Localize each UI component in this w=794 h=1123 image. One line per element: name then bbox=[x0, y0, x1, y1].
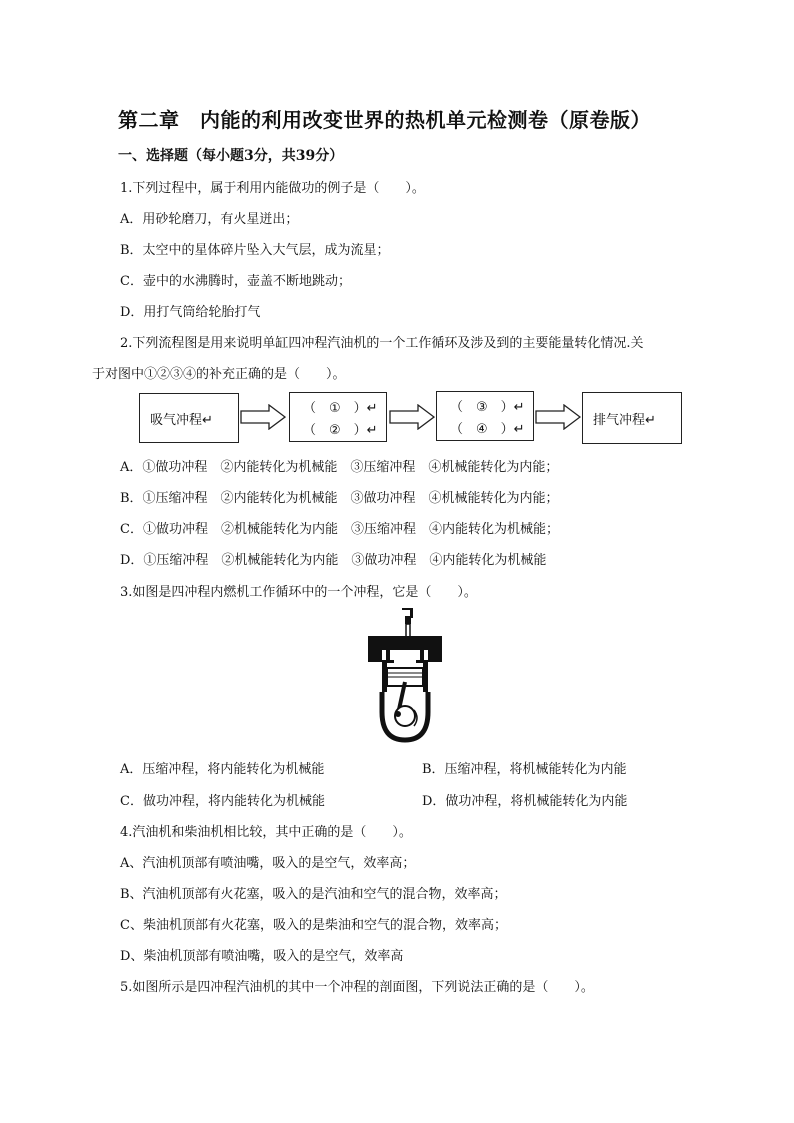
flow-arrow-3 bbox=[535, 404, 581, 430]
section-heading: 一、选择题（每小题3分，共39分） bbox=[118, 148, 344, 164]
flow-box-3 bbox=[436, 391, 534, 441]
question-4-option-d: D、柴油机顶部有喷油嘴，吸入的是空气，效率高 bbox=[120, 949, 404, 964]
question-5-stem: 5.如图所示是四冲程汽油机的其中一个冲程的剖面图，下列说法正确的是（ ）。 bbox=[120, 980, 594, 995]
question-2-option-c: C．①做功冲程 ②机械能转化为内能 ③压缩冲程 ④内能转化为机械能； bbox=[120, 522, 559, 537]
question-1-option-d: D．用打气筒给轮胎打气 bbox=[120, 305, 261, 320]
flow-box-2-blank-1: （ ① ）↵ bbox=[303, 401, 378, 416]
question-3-option-a: A．压缩冲程，将内能转化为机械能 bbox=[120, 762, 325, 777]
question-3-option-d: D．做功冲程，将机械能转化为内能 bbox=[422, 794, 628, 809]
flow-box-intake bbox=[139, 393, 239, 443]
flow-box-exhaust bbox=[582, 392, 682, 444]
question-1-option-b: B．太空中的星体碎片坠入大气层，成为流星； bbox=[120, 243, 390, 258]
flow-box-2 bbox=[289, 392, 387, 442]
question-3-option-b: B．压缩冲程，将机械能转化为内能 bbox=[422, 762, 627, 777]
question-2-option-a: A．①做功冲程 ②内能转化为机械能 ③压缩冲程 ④机械能转化为内能； bbox=[120, 460, 559, 475]
flow-arrow-2 bbox=[389, 404, 435, 430]
question-1-option-c: C．壶中的水沸腾时，壶盖不断地跳动； bbox=[120, 274, 351, 289]
question-4-option-a: A、汽油机顶部有喷油嘴，吸入的是空气，效率高； bbox=[120, 856, 416, 871]
question-3-option-c: C．做功冲程，将内能转化为机械能 bbox=[120, 794, 325, 809]
flow-box-intake-label: 吸气冲程↵ bbox=[150, 413, 213, 428]
question-2-stem-line1: 2.下列流程图是用来说明单缸四冲程汽油机的一个工作循环及涉及到的主要能量转化情况.关 bbox=[120, 336, 644, 351]
question-2-stem-line2: 于对图中①②③④的补充正确的是（ ）。 bbox=[92, 367, 346, 382]
flow-box-2-blank-2: （ ② ）↵ bbox=[303, 423, 378, 438]
flow-box-exhaust-label: 排气冲程↵ bbox=[593, 413, 656, 428]
question-3-stem: 3.如图是四冲程内燃机工作循环中的一个冲程，它是（ ）。 bbox=[120, 585, 477, 600]
question-1-stem: 1.下列过程中，属于利用内能做功的例子是（ ）。 bbox=[120, 181, 425, 196]
question-1-option-a: A．用砂轮磨刀，有火星迸出； bbox=[120, 212, 299, 227]
flow-arrow-1 bbox=[240, 404, 286, 430]
engine-cylinder-diagram bbox=[358, 606, 450, 746]
page-title: 第二章 内能的利用改变世界的热机单元检测卷（原卷版） bbox=[118, 108, 651, 132]
flow-box-3-blank-3: （ ③ ）↵ bbox=[450, 400, 525, 415]
question-4-stem: 4.汽油机和柴油机相比较，其中正确的是（ ）。 bbox=[120, 825, 412, 840]
question-4-option-b: B、汽油机顶部有火花塞，吸入的是汽油和空气的混合物，效率高； bbox=[120, 887, 507, 902]
question-2-option-d: D．①压缩冲程 ②机械能转化为内能 ③做功冲程 ④内能转化为机械能 bbox=[120, 553, 547, 568]
question-2-option-b: B．①压缩冲程 ②内能转化为机械能 ③做功冲程 ④机械能转化为内能； bbox=[120, 491, 559, 506]
question-4-option-c: C、柴油机顶部有火花塞，吸入的是柴油和空气的混合物，效率高； bbox=[120, 918, 507, 933]
flow-box-3-blank-4: （ ④ ）↵ bbox=[450, 422, 525, 437]
